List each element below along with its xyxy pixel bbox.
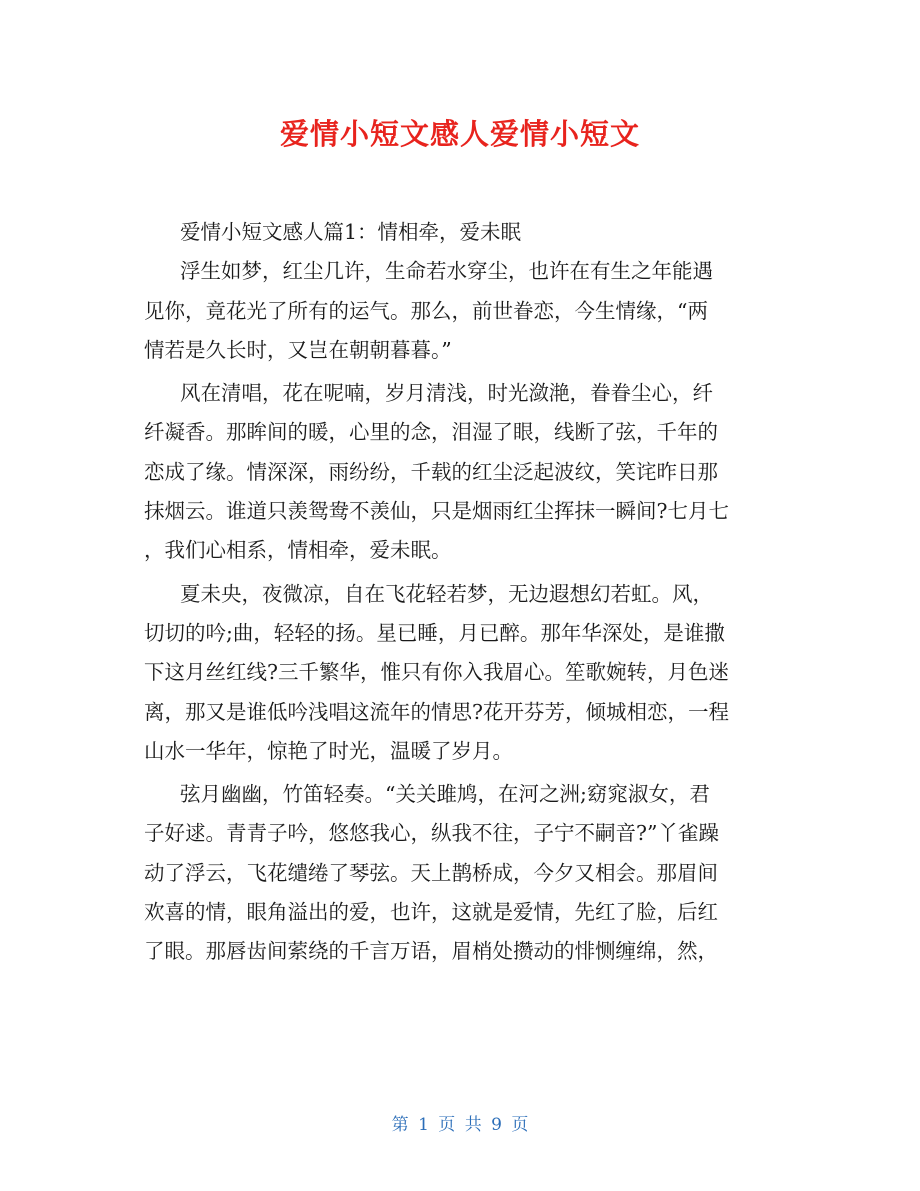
paragraph-line: 欢喜的情，眼角溢出的爱，也许，这就是爱情，先红了脸，后红 (144, 900, 718, 925)
paragraph-line: 子好逑。青青子吟，悠悠我心，纵我不往，子宁不嗣音?”丫雀躁 (144, 821, 719, 846)
paragraph-line: 恋成了缘。情深深，雨纷纷，千载的红尘泛起波纹，笑诧昨日那 (144, 459, 718, 484)
paragraph-line: 抹烟云。谁道只羡鸳鸯不羡仙，只是烟雨红尘挥抹一瞬间?七月七 (144, 499, 729, 524)
paragraph-line: 纤凝香。那眸间的暖，心里的念，泪湿了眼，线断了弦，千年的 (144, 420, 718, 445)
paragraph-line: 情若是久长时，又岂在朝朝暮暮。” (144, 337, 452, 362)
paragraph-line: 见你，竟花光了所有的运气。那么，前世眷恋，今生情缘，“两 (144, 298, 708, 323)
document-body (144, 213, 784, 972)
page-number-footer: 第 1 页 共 9 页 (391, 1115, 529, 1135)
paragraph-line: 下这月丝红线?三千繁华，惟只有你入我眉心。笙歌婉转，月色迷 (144, 660, 729, 685)
document-title: 爱情小短文感人爱情小短文 (279, 117, 640, 151)
section-heading: 爱情小短文感人篇1：情相牵，爱未眠 (180, 220, 522, 244)
paragraph-line: 风在清唱，花在呢喃，岁月清浅，时光潋滟，眷眷尘心，纤 (180, 381, 713, 406)
paragraph-line: 浮生如梦，红尘几许，生命若水穿尘，也许在有生之年能遇 (180, 259, 713, 284)
paragraph-line: 了眼。那唇齿间萦绕的千言万语，眉梢处攒动的悱恻缠绵，然， (144, 939, 718, 964)
paragraph-line: 切切的吟;曲，轻轻的扬。星已睡，月已醉。那年华深处，是谁撒 (144, 620, 725, 645)
paragraph-line: 动了浮云，飞花缱绻了琴弦。天上鹊桥成，今夕又相会。那眉间 (144, 860, 718, 885)
paragraph-line: 夏未央，夜微凉，自在飞花轻若梦，无边遐想幻若虹。风， (180, 581, 713, 606)
paragraph-line: ，我们心相系，情相牵，爱未眠。 (144, 538, 452, 563)
paragraph-line: 弦月幽幽，竹笛轻奏。“关关雎鸠，在河之洲;窈窕淑女，君 (180, 782, 710, 807)
paragraph-line: 山水一华年，惊艳了时光，温暖了岁月。 (144, 738, 513, 763)
paragraph-line: 离，那又是谁低吟浅唱这流年的情思?花开芬芳，倾城相恋，一程 (144, 699, 729, 724)
